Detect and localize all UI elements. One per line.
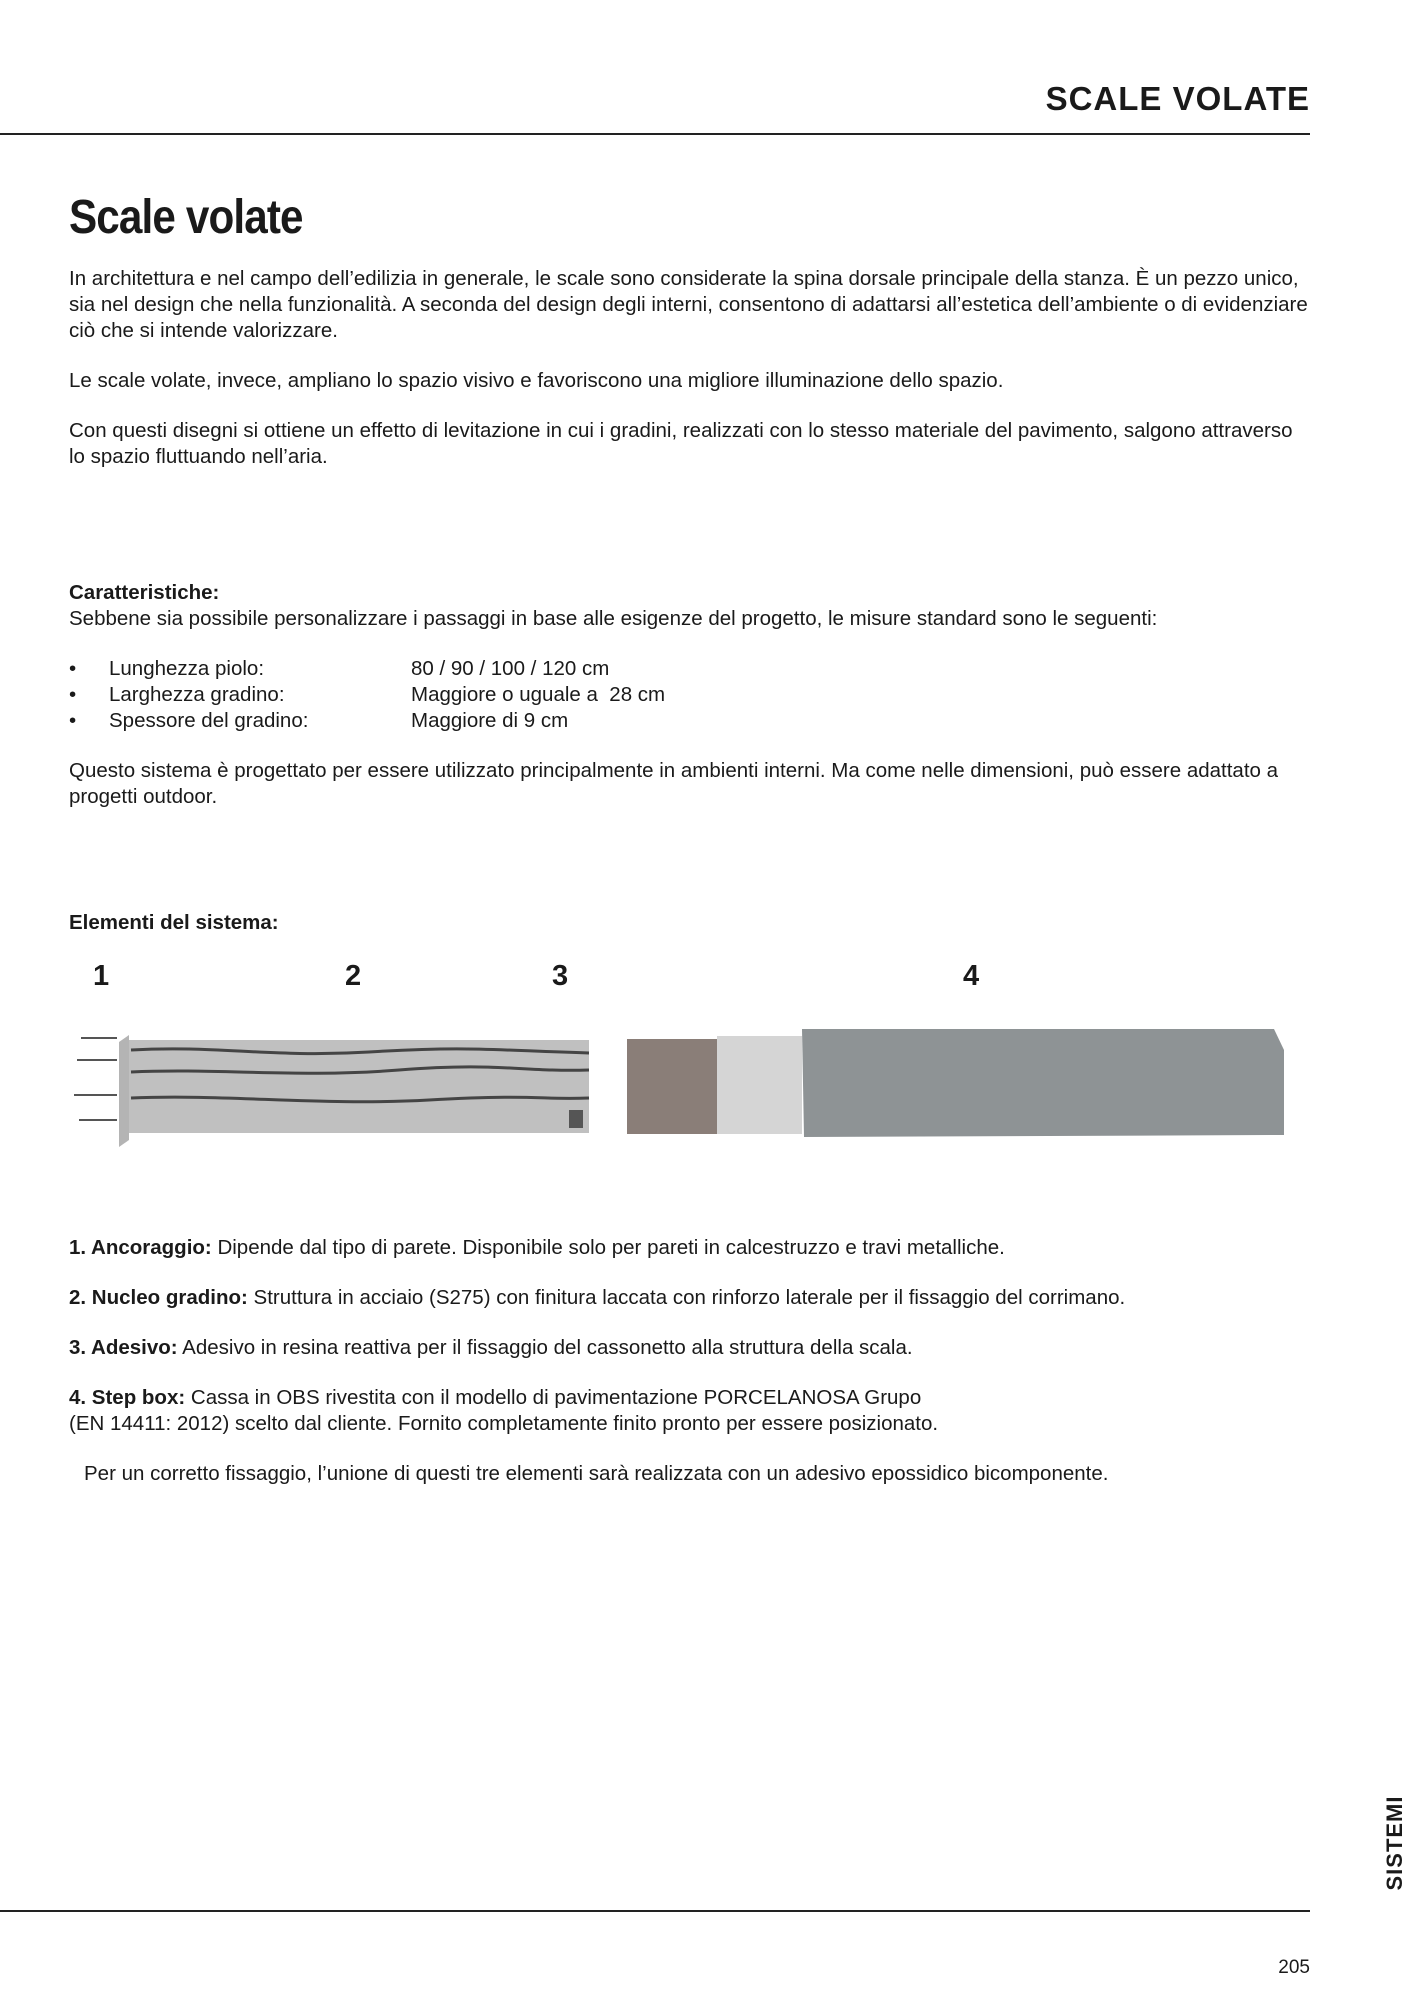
feature-value: 80 / 90 / 100 / 120 cm [411, 657, 610, 680]
content [69, 266, 1314, 1487]
element-number-4: 4 [963, 960, 980, 992]
intro-paragraph-3: Con questi disegni si ottiene un effetto di levitazione in cui i gradini, realizzati con lo stesso materiale del pavimento, salgono attraverso lo spazio fluttuando nell’aria. [69, 419, 1293, 468]
anchor-plate-illustration [74, 1035, 129, 1147]
element-description-3: 3. Adesivo: Adesivo in resina reattiva per il fissaggio del cassonetto alla struttura della scala. [69, 1336, 913, 1359]
element-description-1: 1. Ancoraggio: Dipende dal tipo di parete. Disponibile solo per pareti in calcestruzzo e travi metalliche. [69, 1236, 1005, 1259]
intro-paragraph-1: In architettura e nel campo dell’edilizia in generale, le scale sono considerate la spina dorsale principale della stanza. È un pezzo unico, sia nel design che nella funzionalità. A seconda del design degli interni, consentono di adattarsi all’estetica dell’ambiente o di evidenziare ciò che si intende valorizzare. [69, 267, 1308, 342]
system-elements-illustration [69, 1020, 1289, 1155]
features-note: Questo sistema è progettato per essere utilizzato principalmente in ambienti interni. Ma come nelle dimensioni, può essere adattato a progetti outdoor. [69, 759, 1279, 808]
element-number-1: 1 [93, 960, 110, 992]
intro-paragraph-2: Le scale volate, invece, ampliano lo spazio visivo e favoriscono una migliore illuminazione dello spazio. [69, 369, 1004, 392]
bullet-icon: • [69, 709, 77, 732]
header-rule [0, 133, 1310, 135]
element-description-2: 2. Nucleo gradino: Struttura in acciaio (S275) con finitura laccata con rinforzo laterale per il fissaggio del corrimano. [69, 1286, 1126, 1309]
feature-item [69, 708, 1314, 734]
feature-label: Larghezza gradino: [109, 683, 285, 706]
feature-label: Lunghezza piolo: [109, 657, 265, 680]
feature-value: Maggiore di 9 cm [411, 709, 569, 732]
feature-label: Spessore del gradino: [109, 709, 309, 732]
elements-heading: Elementi del sistema: [69, 911, 279, 934]
step-core-illustration [129, 1040, 589, 1133]
element-numbers [69, 960, 1314, 1000]
feature-item [69, 656, 1314, 682]
element-number-2: 2 [345, 960, 362, 992]
element-description-4: 4. Step box: Cassa in OBS rivestita con il modello di pavimentazione PORCELANOSA Grupo (EN 14411: 2012) scelto dal cliente. Fornito completamente finito pronto per essere posizionato. [69, 1386, 939, 1435]
features-intro: Sebbene sia possibile personalizzare i passaggi in base alle esigenze del progetto, le misure standard sono le seguenti: [69, 607, 1158, 630]
footer-rule [0, 1910, 1310, 1912]
bullet-icon: • [69, 683, 77, 706]
features-list [69, 656, 1314, 734]
features-heading: Caratteristiche: [69, 581, 220, 604]
page-title: Scale volate [69, 191, 303, 244]
element-number-3: 3 [552, 960, 569, 992]
bullet-icon: • [69, 657, 77, 680]
elements-footnote: Per un corretto fissaggio, l’unione di questi tre elementi sarà realizzata con un adesivo epossidico bicomponente. [84, 1462, 1109, 1485]
side-tab-label: SISTEMI [1382, 1795, 1407, 1891]
page-number: 205 [1278, 1957, 1310, 1978]
feature-item [69, 682, 1314, 708]
step-box-illustration [627, 1029, 1284, 1137]
section-header: SCALE VOLATE [1045, 80, 1310, 117]
feature-value: Maggiore o uguale a 28 cm [411, 683, 666, 706]
